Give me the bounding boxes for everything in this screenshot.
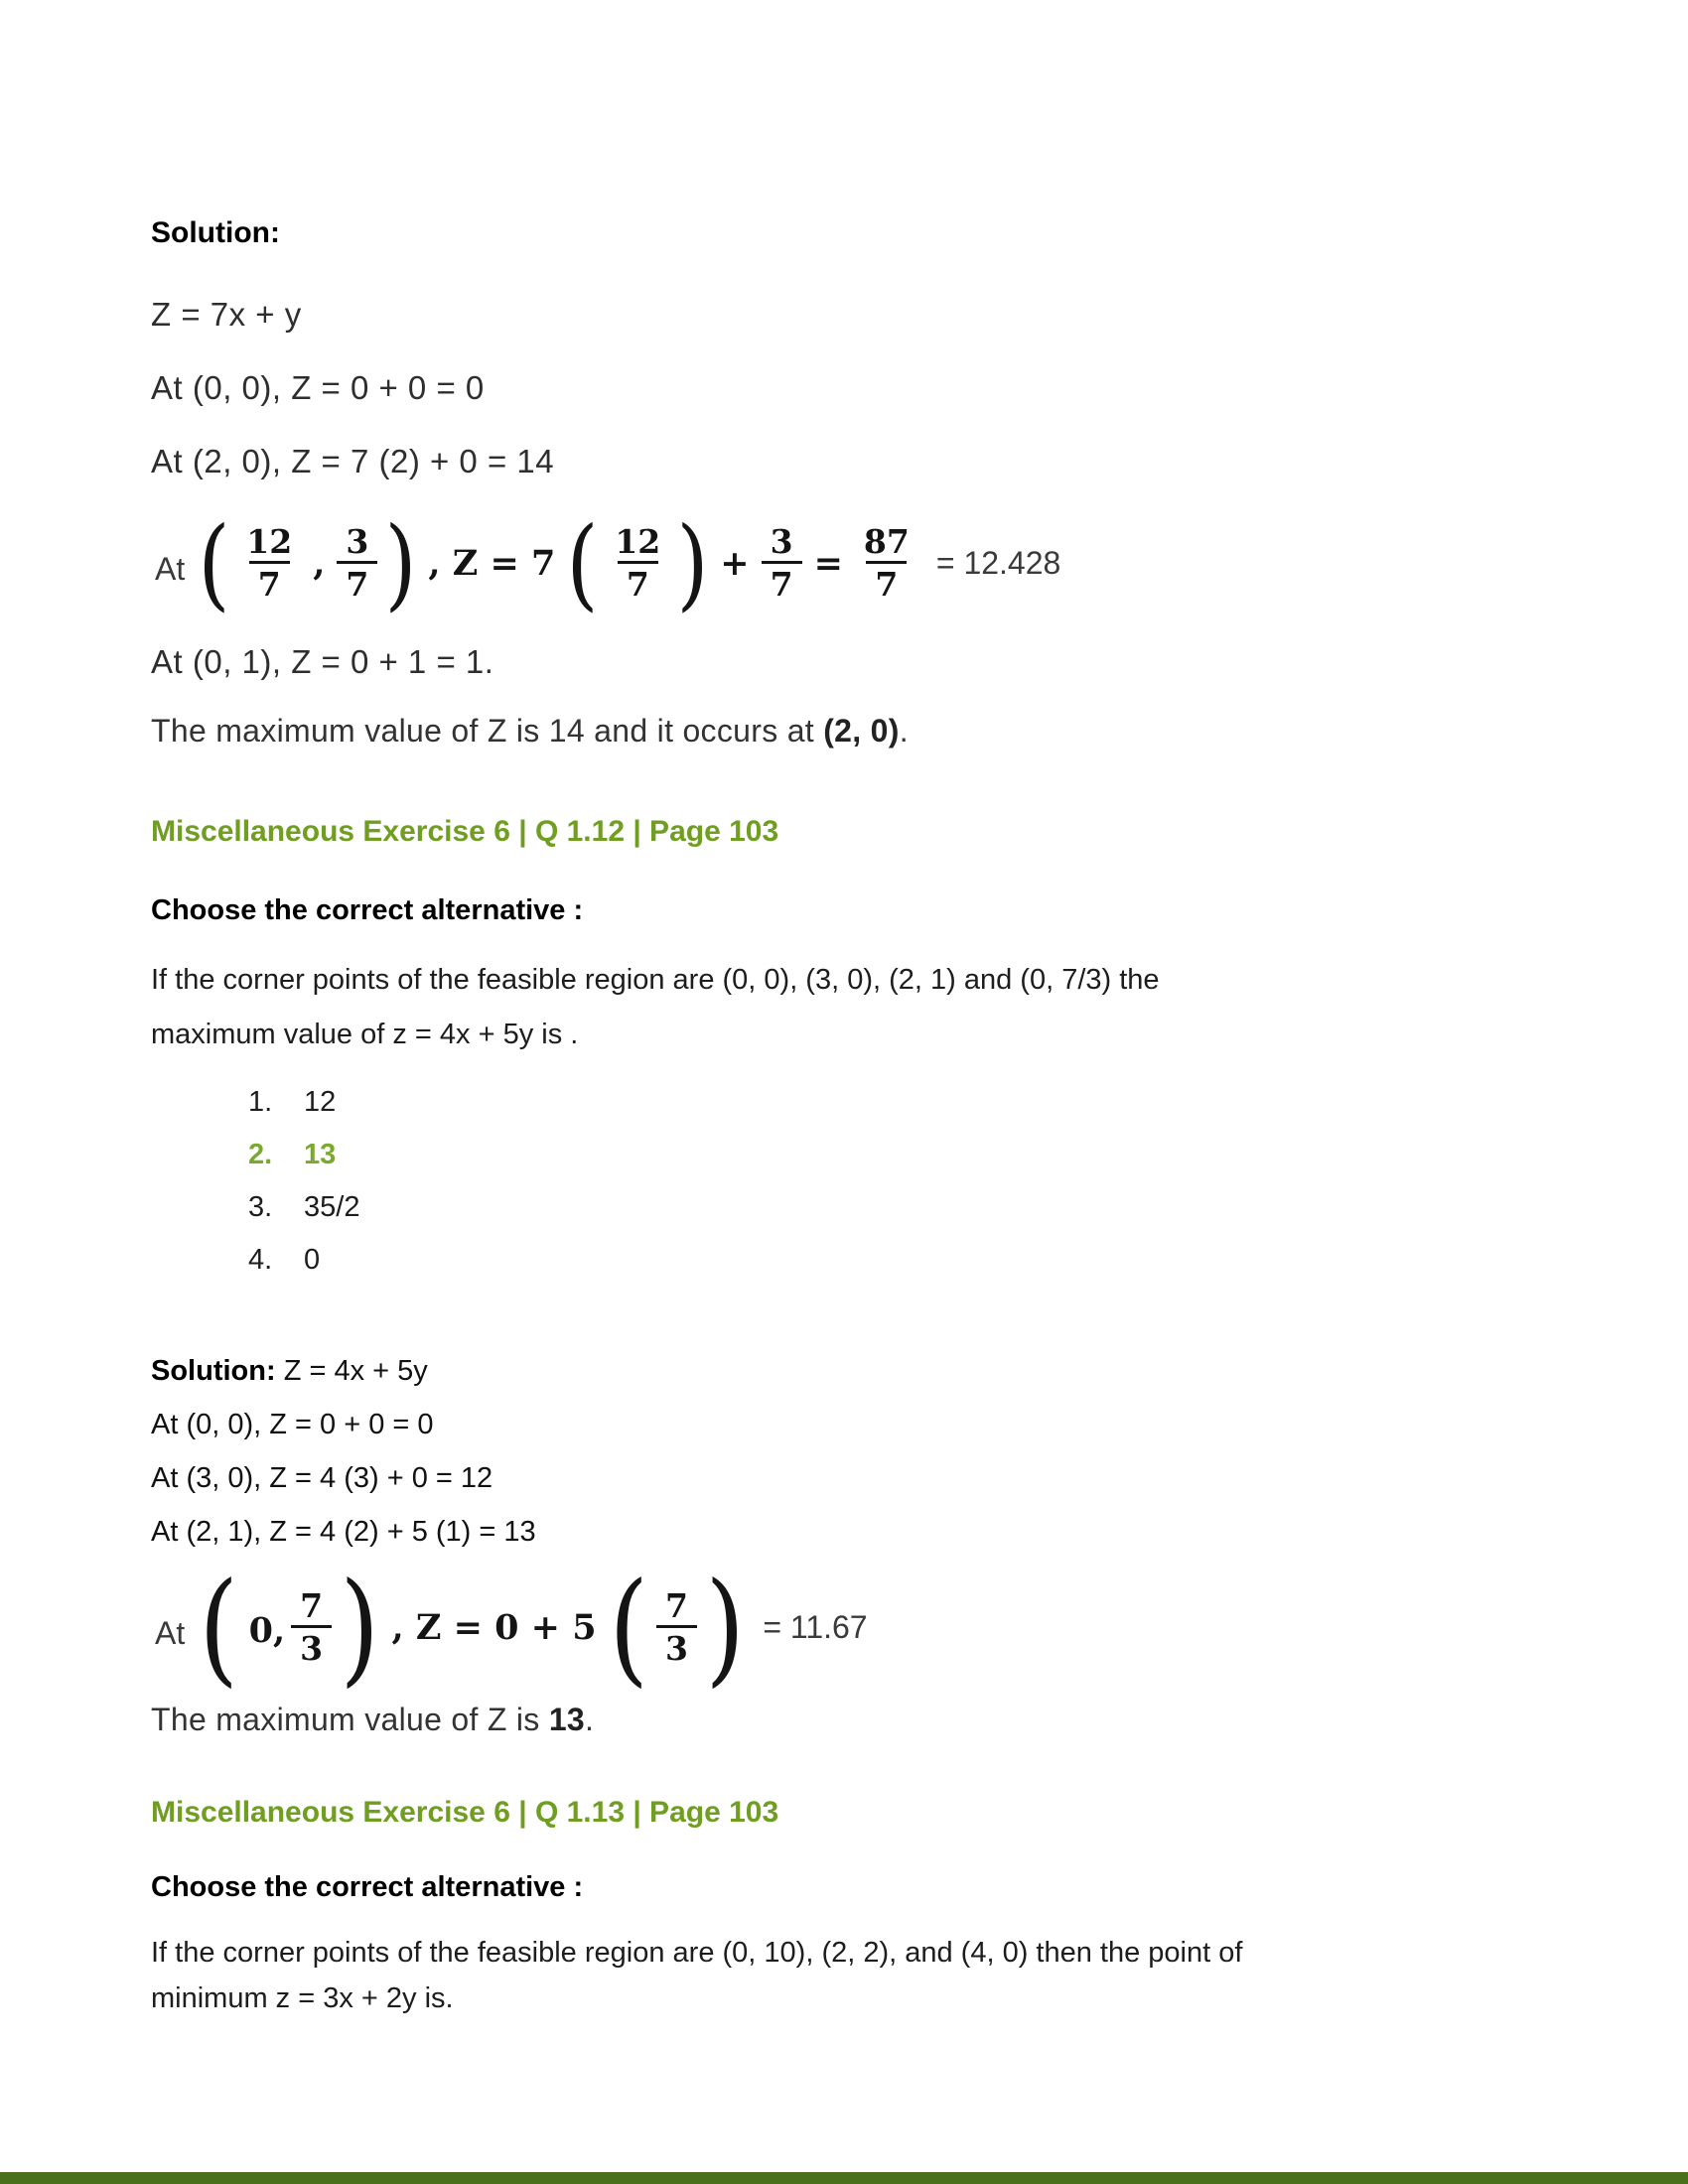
fraction-denominator: 7 bbox=[866, 561, 907, 604]
equals-operator: = bbox=[813, 543, 843, 585]
equation2-middle: , Z = 0 + 5 bbox=[391, 1607, 597, 1649]
solution1-line-objective: Z = 7x + y bbox=[151, 296, 302, 333]
conclusion-value: 13 bbox=[548, 1701, 586, 1737]
conclusion-text: The maximum value of Z is bbox=[151, 1701, 549, 1737]
option-number: 3. bbox=[248, 1190, 273, 1223]
solution1-line-at-20: At (2, 0), Z = 7 (2) + 0 = 14 bbox=[151, 443, 555, 479]
equation1-middle: , Z = 7 bbox=[428, 543, 556, 585]
option-2-correct-answer bbox=[151, 1129, 1628, 1181]
option-text: 0 bbox=[304, 1243, 321, 1276]
footer-bar bbox=[0, 2172, 1688, 2184]
fraction-12-7 bbox=[606, 524, 669, 604]
fraction-87-7 bbox=[855, 524, 918, 604]
option-text: 35/2 bbox=[304, 1190, 360, 1223]
fraction-numerator: 12 bbox=[246, 522, 293, 561]
option-number: 1. bbox=[248, 1085, 273, 1118]
fraction-numerator: 87 bbox=[863, 522, 910, 561]
option-4 bbox=[151, 1234, 1628, 1287]
fraction-denominator: 7 bbox=[249, 561, 290, 604]
solution2-objective: Z = 4x + 5y bbox=[275, 1354, 428, 1387]
fraction-denominator: 7 bbox=[762, 561, 802, 604]
fraction-numerator: 3 bbox=[346, 522, 369, 561]
solution1-heading: Solution: bbox=[151, 216, 280, 249]
fraction-7-3 bbox=[656, 1585, 697, 1668]
equation2-zero: 0, bbox=[248, 1610, 286, 1652]
solution2-step-3: At (2, 1), Z = 4 (2) + 5 (1) = 13 bbox=[151, 1515, 536, 1548]
fraction-numerator: 3 bbox=[770, 522, 793, 561]
equation1-at-label: At bbox=[155, 550, 186, 587]
conclusion-text: The maximum value of Z is 14 and it occurs at bbox=[151, 712, 824, 749]
exercise-12-heading-link[interactable]: Miscellaneous Exercise 6 | Q 1.12 | Page 103 bbox=[151, 814, 779, 848]
option-text: 13 bbox=[304, 1138, 337, 1170]
comma-separator: , bbox=[313, 543, 326, 585]
solution1-line-at-00: At (0, 0), Z = 0 + 0 = 0 bbox=[151, 369, 485, 406]
equation2-at-label: At bbox=[155, 1614, 186, 1651]
fraction-denominator: 7 bbox=[337, 561, 377, 604]
solution2-step-1: At (0, 0), Z = 0 + 0 = 0 bbox=[151, 1408, 434, 1440]
option-1 bbox=[151, 1076, 1628, 1129]
exercise-13-heading-link[interactable]: Miscellaneous Exercise 6 | Q 1.13 | Page 103 bbox=[151, 1795, 779, 1829]
fraction-12-7 bbox=[237, 524, 301, 604]
question-line-1: If the corner points of the feasible region are (0, 0), (3, 0), (2, 1) and (0, 7/3) the bbox=[151, 963, 1160, 996]
plus-operator: + bbox=[720, 543, 750, 585]
fraction-numerator: 12 bbox=[615, 522, 661, 561]
fraction-numerator: 7 bbox=[300, 1585, 324, 1625]
question-line-1: If the corner points of the feasible region are (0, 10), (2, 2), and (4, 0) then the point of bbox=[151, 1936, 1243, 1969]
fraction-denominator: 7 bbox=[618, 561, 658, 604]
exercise-13-prompt: Choose the correct alternative : bbox=[151, 1870, 584, 1903]
fraction-numerator: 7 bbox=[664, 1585, 688, 1625]
answer-options-list bbox=[151, 1076, 1628, 1287]
fraction-3-7 bbox=[337, 524, 377, 604]
question-line-2: maximum value of z = 4x + 5y is . bbox=[151, 1018, 579, 1050]
solution1-fraction-equation: At ( $\frac{12}{7}$ , $\frac{3}{7}$ ) , Z = 7 ( $\frac{12}{7}$ ) + $\frac{3}{7}$ = $\frac{87}{7}$ = 12.428 bbox=[155, 504, 1061, 621]
exercise-13-question bbox=[151, 1930, 1628, 2021]
fraction-denominator: 3 bbox=[656, 1625, 697, 1668]
solution2-conclusion bbox=[151, 1702, 1628, 1738]
equation2-result: = 11.67 bbox=[763, 1609, 868, 1646]
question-line-2: minimum z = 3x + 2y is. bbox=[151, 1981, 454, 2014]
solution2-step-2: At (3, 0), Z = 4 (3) + 0 = 12 bbox=[151, 1461, 493, 1494]
exercise-12-prompt: Choose the correct alternative : bbox=[151, 893, 584, 926]
exercise-12-question bbox=[151, 953, 1628, 1062]
equation1-result: = 12.428 bbox=[935, 545, 1061, 582]
option-3 bbox=[151, 1181, 1628, 1234]
solution1-line-at-01: At (0, 1), Z = 0 + 1 = 1. bbox=[151, 642, 494, 680]
option-number: 4. bbox=[248, 1243, 273, 1276]
conclusion-period: . bbox=[585, 1701, 595, 1737]
option-number: 2. bbox=[248, 1138, 273, 1170]
fraction-7-3 bbox=[291, 1585, 332, 1668]
solution1-conclusion bbox=[151, 713, 1628, 750]
conclusion-period: . bbox=[899, 712, 909, 749]
solution2-fraction-equation: At ( 0, $\frac{7}{3}$ ) , Z = 0 + 5 ( $\frac{7}{3}$ ) = 11.67 bbox=[155, 1556, 868, 1700]
solution2-label: Solution: bbox=[151, 1354, 276, 1387]
solution2-intro bbox=[151, 1344, 1628, 1398]
fraction-denominator: 3 bbox=[291, 1625, 332, 1668]
fraction-3-7 bbox=[762, 524, 802, 604]
option-text: 12 bbox=[304, 1085, 337, 1118]
conclusion-point: (2, 0) bbox=[823, 712, 900, 749]
